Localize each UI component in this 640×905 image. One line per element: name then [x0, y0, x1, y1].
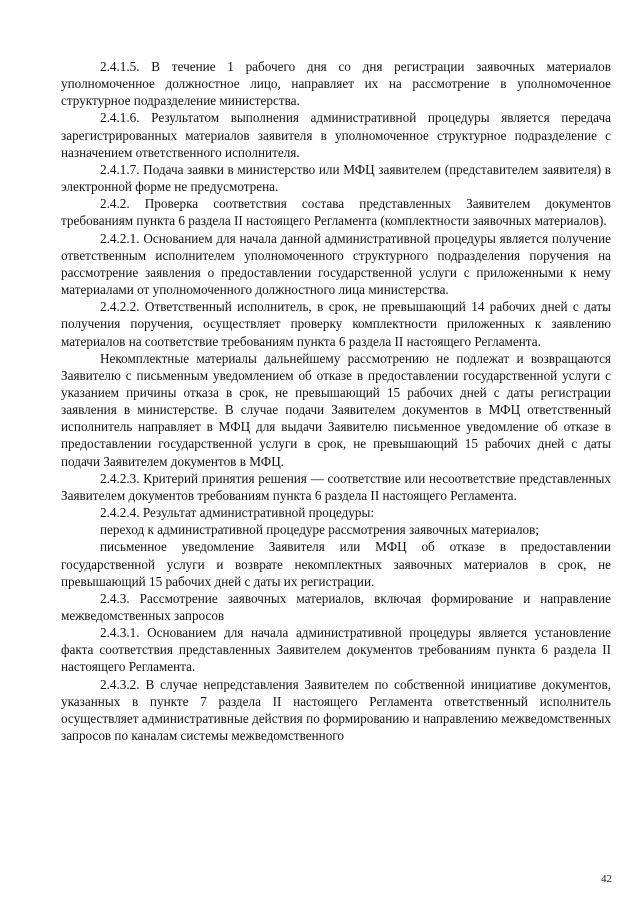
paragraph-2-4-1-6: 2.4.1.6. Результатом выполнения административной процедуры является передача зарегистрированных материалов заявителя в уполномоченное структурное подразделение с назначением ответственного исполнителя.	[61, 110, 611, 160]
paragraph-2-4-3: 2.4.3. Рассмотрение заявочных материалов, включая формирование и направление межведомственных запросов	[61, 590, 611, 623]
paragraph-2-4-2-4: 2.4.2.4. Результат административной процедуры:	[100, 505, 374, 521]
paragraph-2-4-1-7: 2.4.1.7. Подача заявки в министерство или МФЦ заявителем (представителем заявителя) в электронной форме не предусмотрена.	[61, 161, 611, 195]
paragraph-incomplete-materials: Некомплектные материалы дальнейшему рассмотрению не подлежат и возвращаются Заявителю с письменным уведомлением об отказе в предоставлении государственной услуги с указанием причины отказа в срок, не превышающий 15 рабочих дней с даты регистрации заявления в министерстве. В случае подачи Заявителем документов в МФЦ ответственный исполнитель направляет в МФЦ для выдачи Заявителю письменное уведомление об отказе в предоставлении государственной услуги в срок, не превышающий 15 рабочих дней с даты подачи Заявителем документов в МФЦ.	[61, 350, 611, 469]
paragraph-result-notification: письменное уведомление Заявителя или МФЦ об отказе в предоставлении государственной услуги и возврате некомплектных заявочных материалов в срок, не превышающий 15 рабочих дней с даты их регистрации.	[61, 539, 611, 589]
paragraph-result-transition: переход к административной процедуре рассмотрения заявочных материалов;	[100, 522, 540, 538]
paragraph-2-4-1-5: 2.4.1.5. В течение 1 рабочего дня со дня регистрации заявочных материалов уполномоченное должностное лицо, направляет их на рассмотрение в уполномоченное структурное подразделение министерства.	[61, 59, 611, 109]
paragraph-2-4-3-2: 2.4.3.2. В случае непредставления Заявителем по собственной инициативе документов, указанных в пункте 7 раздела II настоящего Регламента ответственный исполнитель осуществляет административные действия по формированию и направлению межведомственных запросов по каналам системы межведомственного	[61, 676, 611, 744]
paragraph-2-4-3-1: 2.4.3.1. Основанием для начала административной процедуры является установление факта соответствия представленных Заявителем документов требованиям пункта 6 раздела II настоящего Регламента.	[61, 625, 611, 675]
page-number: 42	[601, 873, 612, 885]
paragraph-2-4-2-2: 2.4.2.2. Ответственный исполнитель, в срок, не превышающий 14 рабочих дней с даты получения поручения, осуществляет проверку комплектности приложенных к заявлению материалов на соответствие требованиям пункта 6 раздела II настоящего Регламента.	[61, 299, 611, 349]
paragraph-2-4-2: 2.4.2. Проверка соответствия состава представленных Заявителем документов требованиям пункта 6 раздела II настоящего Регламента (комплектности заявочных материалов).	[61, 196, 611, 229]
document-body	[61, 58, 611, 744]
paragraph-2-4-2-1: 2.4.2.1. Основанием для начала данной административной процедуры является получение ответственным исполнителем уполномоченного структурного подразделения поручения на рассмотрение заявления о предоставлении государственной услуги с приложенными к нему материалами от уполномоченного должностного лица министерства.	[61, 230, 611, 298]
paragraph-2-4-2-3: 2.4.2.3. Критерий принятия решения — соответствие или несоответствие представленных Заявителем документов требованиям пункта 6 раздела II настоящего Регламента.	[61, 470, 611, 503]
